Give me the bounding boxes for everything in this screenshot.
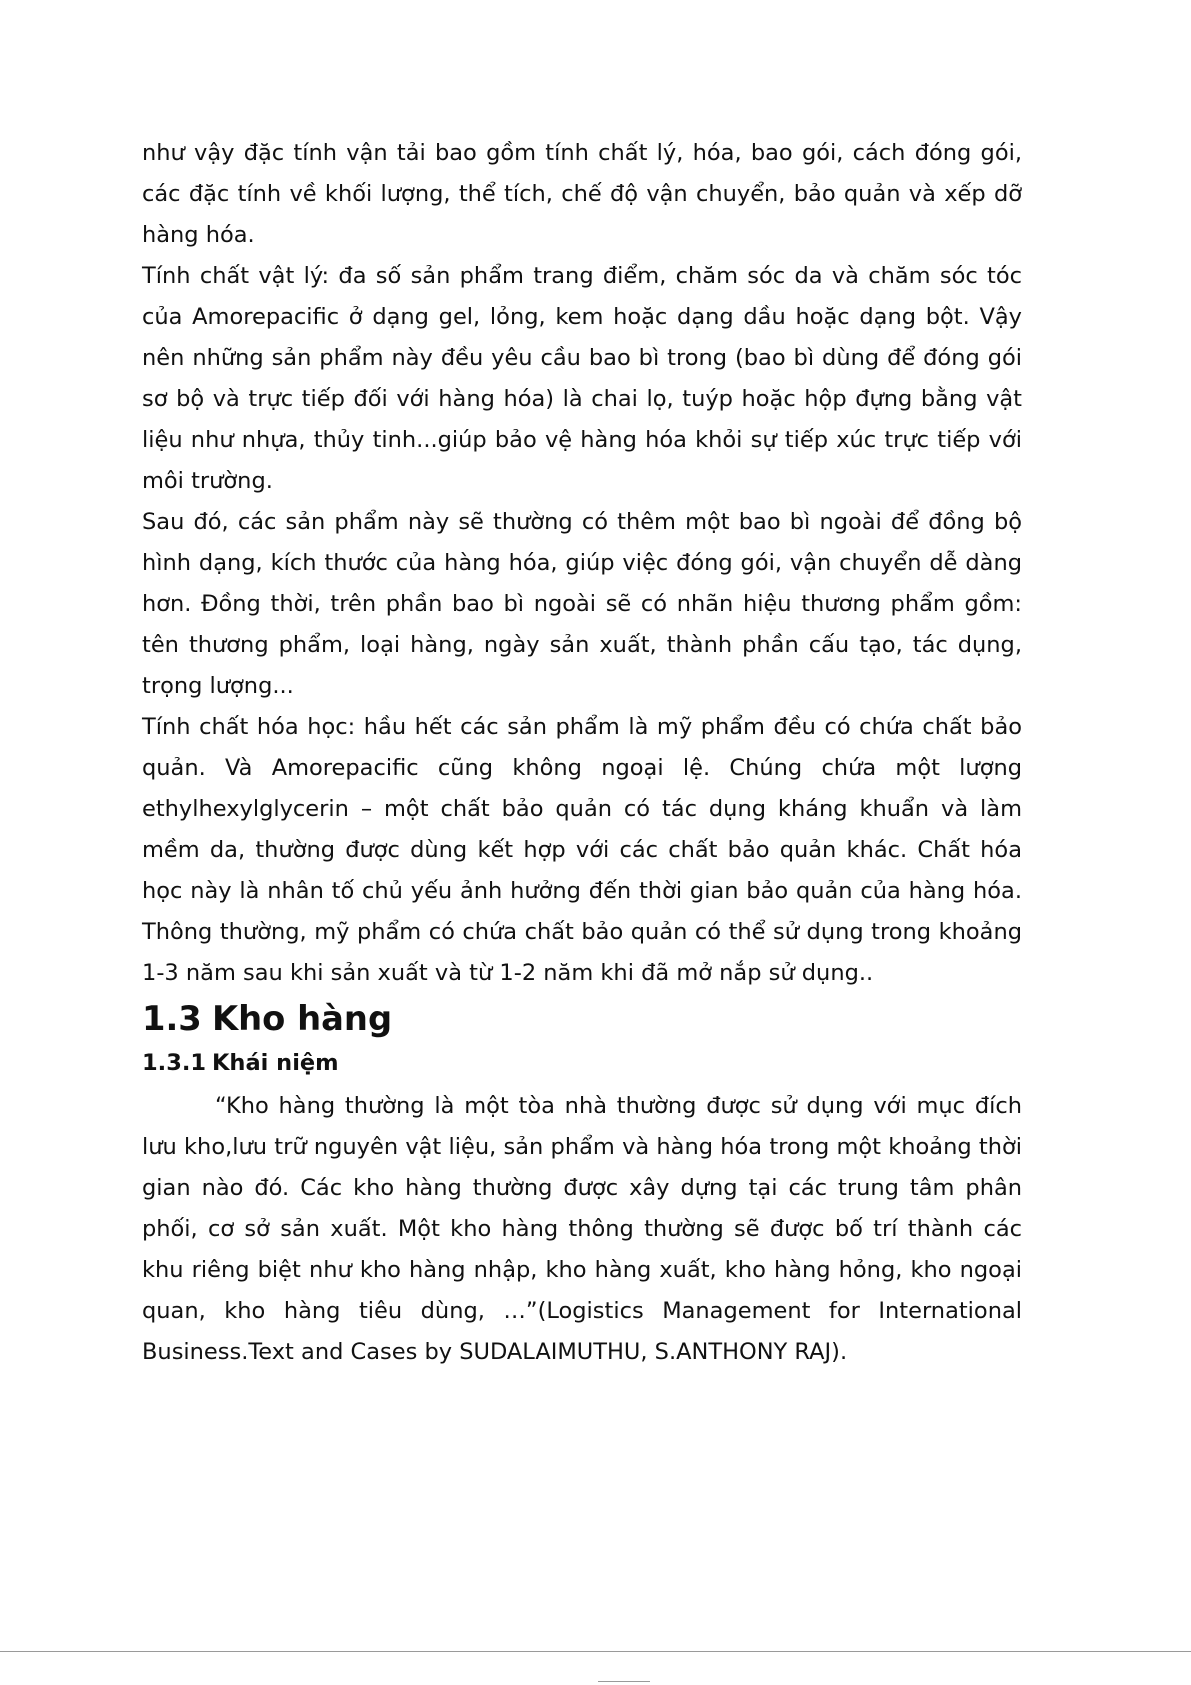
subsection-number: 1.3.1 xyxy=(142,1050,207,1076)
document-page xyxy=(142,133,1022,1373)
section-title: Kho hàng xyxy=(212,999,393,1038)
paragraph-outer-packaging: Sau đó, các sản phẩm này sẽ thường có thêm một bao bì ngoài để đồng bộ hình dạng, kích thước của hàng hóa, giúp việc đóng gói, vận chuyển dễ dàng hơn. Đồng thời, trên phần bao bì ngoài sẽ có nhãn hiệu thương phẩm gồm: tên thương phẩm, loại hàng, ngày sản xuất, thành phần cấu tạo, tác dụng, trọng lượng... xyxy=(142,509,1022,699)
subsection-title: Khái niệm xyxy=(212,1050,339,1076)
paragraph-physical-properties: Tính chất vật lý: đa số sản phẩm trang điểm, chăm sóc da và chăm sóc tóc của Amorepacific ở dạng gel, lỏng, kem hoặc dạng dầu hoặc dạng bột. Vậy nên những sản phẩm này đều yêu cầu bao bì trong (bao bì dùng để đóng gói sơ bộ và trực tiếp đối với hàng hóa) là chai lọ, tuýp hoặc hộp đựng bằng vật liệu như nhựa, thủy tinh...giúp bảo vệ hàng hóa khỏi sự tiếp xúc trực tiếp với môi trường. xyxy=(142,263,1022,494)
section-heading-1-3 xyxy=(142,996,1022,1041)
section-heading-1-3-1 xyxy=(142,1041,1022,1086)
footer-divider xyxy=(0,1651,1191,1652)
footer-mark xyxy=(598,1681,650,1682)
paragraph-warehouse-definition: “Kho hàng thường là một tòa nhà thường được sử dụng với mục đích lưu kho,lưu trữ nguyên vật liệu, sản phẩm và hàng hóa trong một khoảng thời gian nào đó. Các kho hàng thường được xây dựng tại các trung tâm phân phối, cơ sở sản xuất. Một kho hàng thông thường sẽ được bố trí thành các khu riêng biệt như kho hàng nhập, kho hàng xuất, kho hàng hỏng, kho ngoại quan, kho hàng tiêu dùng, …”(Logistics Management for International Business.Text and Cases by SUDALAIMUTHU, S.ANTHONY RAJ). xyxy=(142,1093,1022,1365)
paragraph-chemical-properties: Tính chất hóa học: hầu hết các sản phẩm là mỹ phẩm đều có chứa chất bảo quản. Và Amorepacific cũng không ngoại lệ. Chúng chứa một lượng ethylhexylglycerin – một chất bảo quản có tác dụng kháng khuẩn và làm mềm da, thường được dùng kết hợp với các chất bảo quản khác. Chất hóa học này là nhân tố chủ yếu ảnh hưởng đến thời gian bảo quản của hàng hóa. Thông thường, mỹ phẩm có chứa chất bảo quản có thể sử dụng trong khoảng 1-3 năm sau khi sản xuất và từ 1-2 năm khi đã mở nắp sử dụng.. xyxy=(142,714,1022,986)
section-number: 1.3 xyxy=(142,999,202,1038)
paragraph-transport-characteristics: như vậy đặc tính vận tải bao gồm tính chất lý, hóa, bao gói, cách đóng gói, các đặc tính về khối lượng, thể tích, chế độ vận chuyển, bảo quản và xếp dỡ hàng hóa. xyxy=(142,140,1022,248)
